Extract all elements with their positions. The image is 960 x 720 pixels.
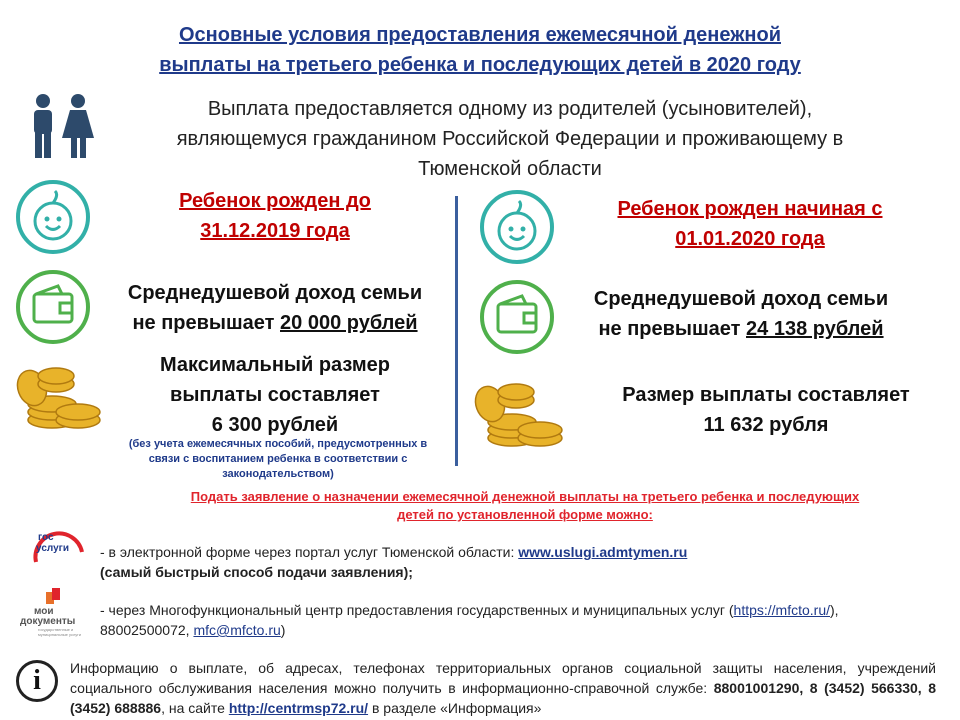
mfc-logo: мои документы государственные и муниципальные услуги: [20, 586, 90, 636]
parents-icon: [22, 92, 102, 162]
baby-icon-right: [480, 190, 554, 264]
gosuslugi-link[interactable]: www.uslugi.admtymen.ru: [518, 544, 688, 560]
info-icon: i: [16, 660, 58, 702]
right-income-text: Среднедушевой доход семьи не превышает 24 138 рублей: [593, 288, 889, 340]
info-text: Информацию о выплате, об адресах, телефонах территориальных органов социальной защиты населения, учреждений социального обслуживания населения можно получить в информационно-справочной службе: 88001001290, 8 (3452) 566330, 8 (3452) 688886, на сайте http://centrmsp72.ru/ в разделе «Информация»: [70, 660, 936, 716]
intro-text: Выплата предоставляется одному из родителей (усыновителей), являющемуся гражданином Российской Федерации и проживающему в Тюменской области: [176, 98, 844, 180]
left-max-payment: Максимальный размер выплаты составляет 6 300 рублей: [159, 354, 391, 436]
coins-icon: [12, 362, 108, 432]
wallet-icon-right: [480, 280, 554, 354]
coins-icon-right: [470, 376, 570, 450]
right-born-heading: Ребенок рожден начиная с 01.01.2020 года: [617, 198, 883, 250]
mfc-email-link[interactable]: mfc@mfcto.ru: [193, 622, 281, 638]
left-born-heading: Ребенок рожден до 31.12.2019 года: [179, 190, 371, 242]
right-payment: Размер выплаты составляет 11 632 рубля: [622, 384, 910, 436]
gosuslugi-item: - в электронной форме через портал услуг Тюменской области: www.uslugi.admtymen.ru (самый быстрый способ подачи заявления);: [100, 544, 688, 580]
apply-heading: Подать заявление о назначении ежемесячной денежной выплаты на третьего ребенка и последующих детей по установленной форме можно:: [190, 489, 860, 522]
baby-icon: [16, 180, 90, 254]
left-income-text: Среднедушевой доход семьи не превышает 20 000 рублей: [127, 282, 423, 334]
wallet-icon: [16, 270, 90, 344]
left-income-value: 20 000 рублей: [280, 312, 418, 334]
left-note: (без учета ежемесячных пособий, предусмотренных в связи с воспитанием ребенка в соответствии с законодательством): [128, 438, 428, 480]
mfc-link[interactable]: https://mfcto.ru/: [733, 602, 831, 618]
page-title: Основные условия предоставления ежемесячной денежной выплаты на третьего ребенка и последующих детей в 2020 году: [159, 24, 801, 76]
gosuslugi-logo: гос услуги: [28, 522, 90, 568]
centrmsp-link[interactable]: http://centrmsp72.ru/: [228, 700, 369, 716]
right-income-value: 24 138 рублей: [746, 318, 884, 340]
mfc-item: - через Многофункциональный центр предоставления государственных и муниципальных услуг (https://mfcto.ru/), 88002500072, mfc@mfcto.ru): [100, 602, 839, 638]
